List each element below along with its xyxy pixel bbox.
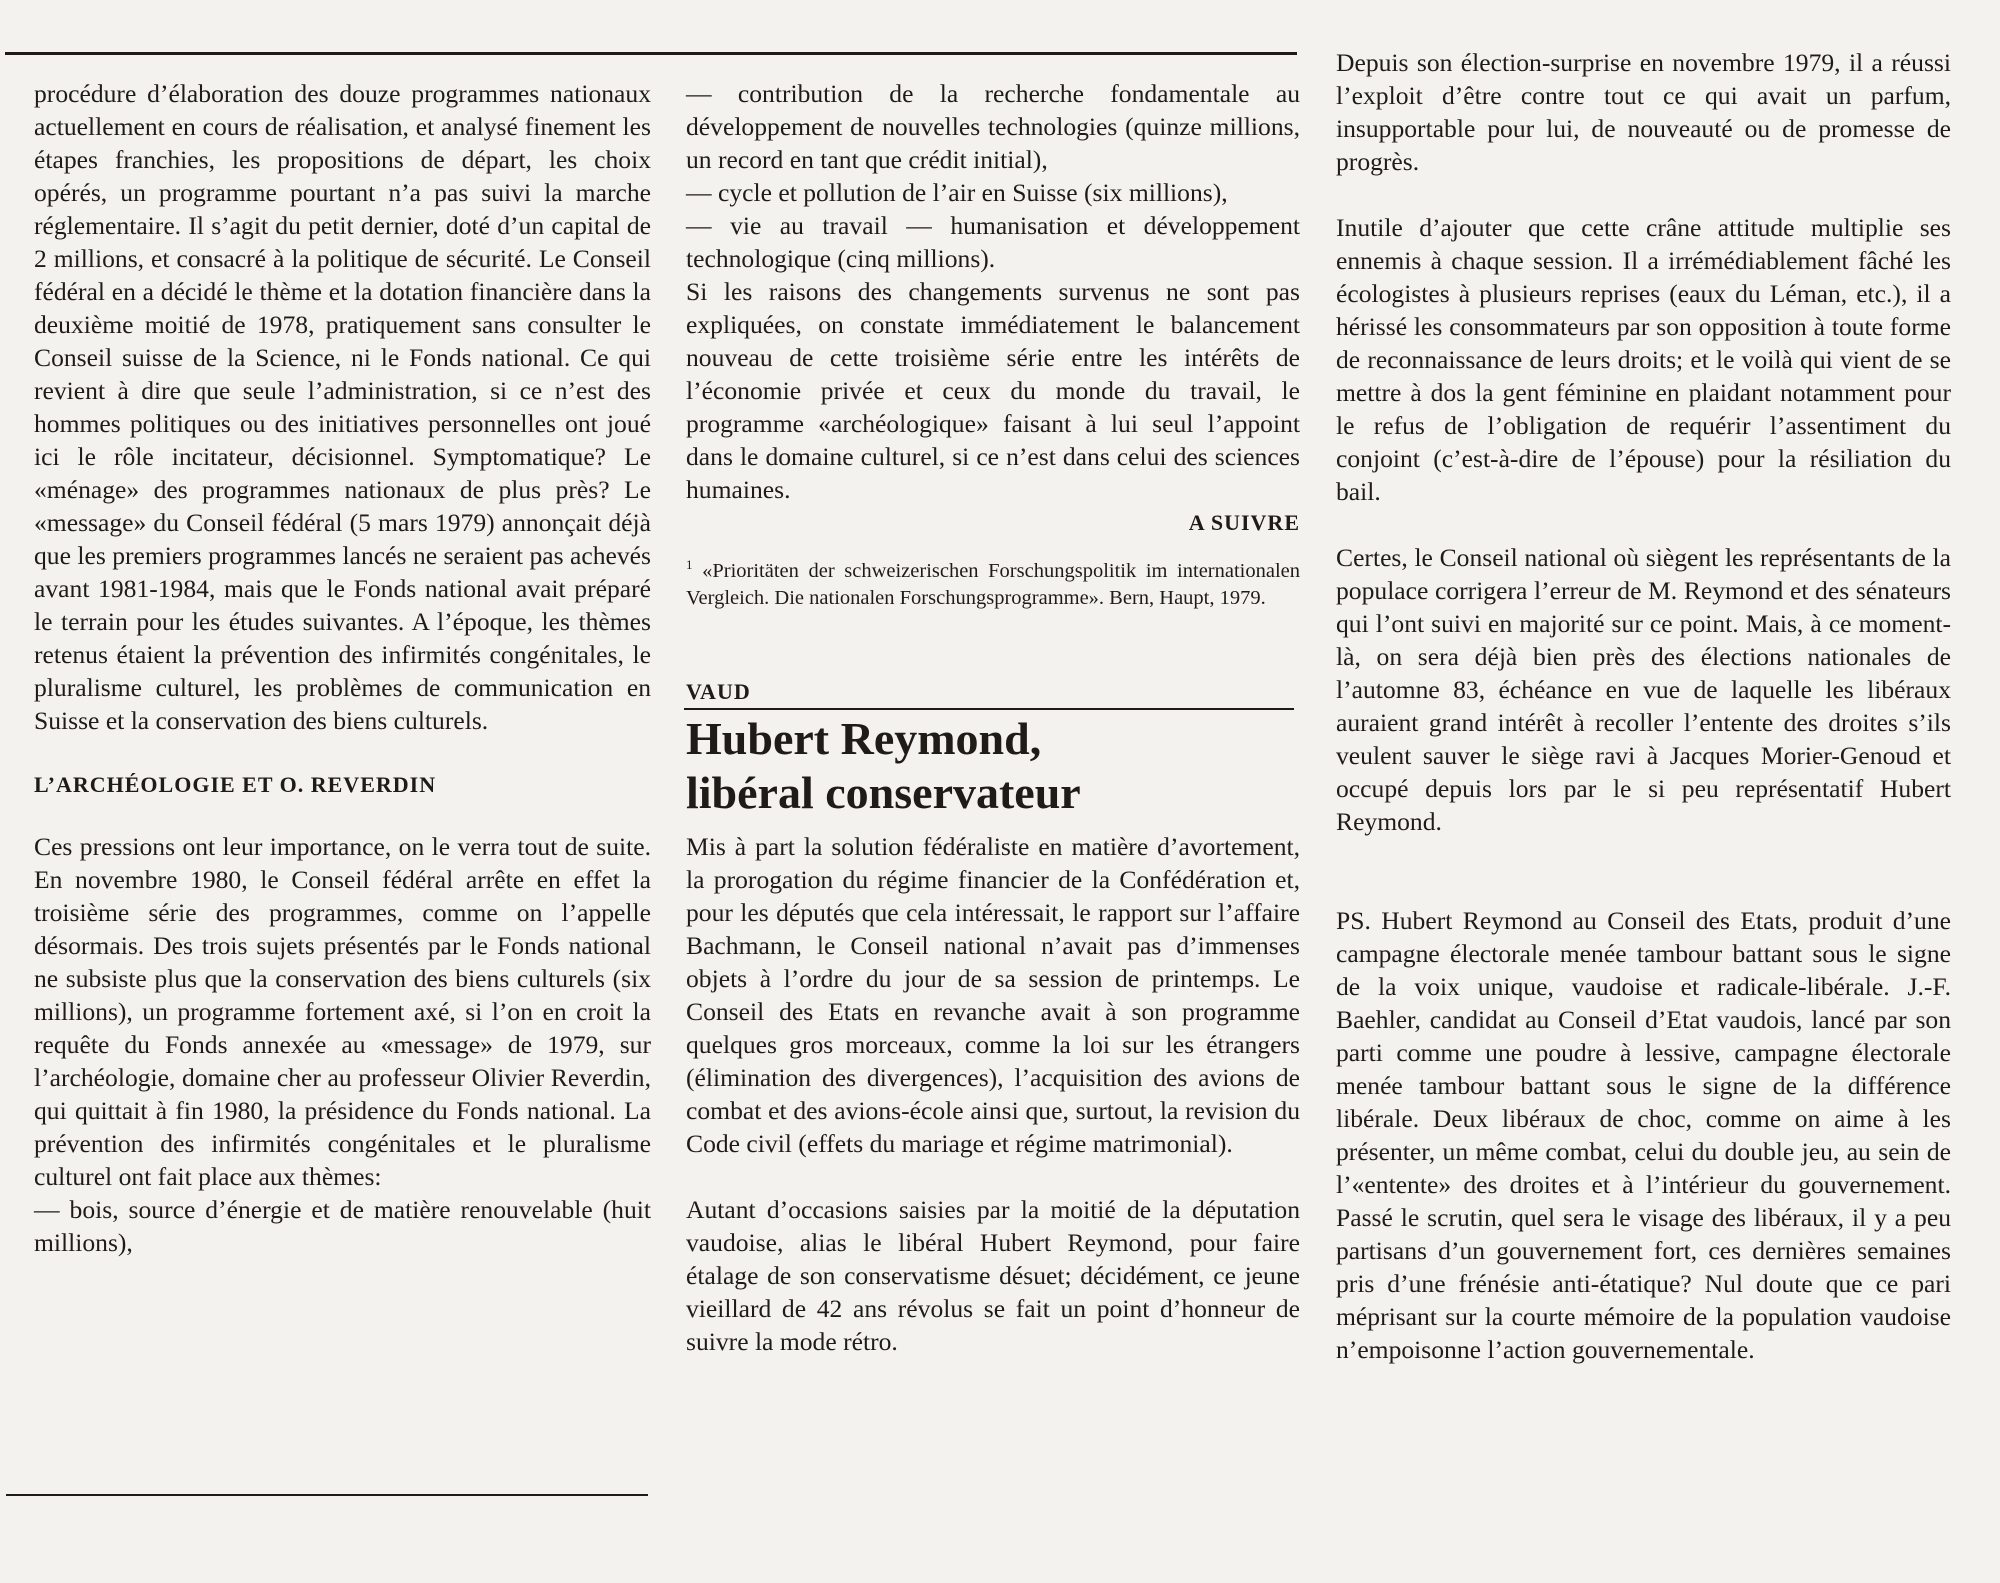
paragraph-mis-a-part: Mis à part la solution fédéraliste en matière d’avortement, la prorogation du régime financier de la Confédération et, pour les députés que cela intéressait, le rapport sur l’affaire Bachmann, le Conseil national n’avait pas d’immenses objets à l’ordre du jour de sa session de printemps. Le Conseil des Etats en revanche avait à son programme quelques gros morceaux, comme la loi sur les étrangers (élimination des divergences), l’acquisition des avions de combat et des avions-école ainsi que, surtout, la revision du Code civil (effets du mariage et régime matrimonial). [686,831,1300,1158]
headline-line-2: libéral conservateur [686,766,1081,818]
paragraph-pressions: Ces pressions ont leur importance, on le verra tout de suite. En novembre 1980, le Conseil fédéral arrête en effet la troisième série des programmes, comme on l’appelle désormais. Des trois sujets présentés par le Fonds national ne subsiste plus que la conservation des biens culturels (six millions), un programme fortement axé, si l’on en croit la requête du Fonds annexée au «message» de 1979, sur l’archéologie, domaine cher au professeur Olivier Reverdin, qui quittait à fin 1980, la présidence du Fonds national. La prévention des infirmités congénitales et le pluralisme culturel ont fait place aux thèmes: [34,832,651,1191]
list-item-cycle: — cycle et pollution de l’air en Suisse (six millions), [686,178,1228,207]
column-1 [34,77,651,1259]
paragraph-ps: PS. Hubert Reymond au Conseil des Etats, produit d’une campagne électorale menée tambour battant sous le signe de la voix unique, vaudoise et radicale-libérale. J.-F. Baehler, candidat au Conseil d’Etat vaudois, lancé par son parti comme une poudre à lessive, campagne électorale menée tambour battant sous le signe de la différence libérale. Deux libéraux de choc, comme on aime à les présenter, un même combat, celui du double jeu, au sein de l’«entente» des droites et à l’intérieur du gouvernement. Passé le scrutin, quel sera le visage des libéraux, il y a peu partisans d’un gouvernement fort, ces dernières semaines pris d’une frénésie anti-étatique? Nul doute que ce pari méprisant sur la courte mémoire de la population vaudoise n’empoisonne l’action gouvernementale. [1336,906,1951,1364]
section-subhead: L’ARCHÉOLOGIE ET O. REVERDIN [34,772,437,797]
paragraph-autant: Autant d’occasions saisies par la moitié de la députation vaudoise, alias le libéral Hubert Reymond, pour faire étalage de son conservatisme désuet; décidément, ce jeune vieillard de 42 ans révolus se fait un point d’honneur de suivre la mode rétro. [686,1194,1300,1356]
headline-line-1: Hubert Reymond, [686,712,1042,764]
footnote-text: «Prioritäten der schweizerischen Forschungspolitik im internationalen Vergleich. Die nationalen Forschungsprogramme». Bern, Haupt, 1979. [686,559,1300,609]
column-3 [1336,46,1951,1366]
column-2 [686,77,1300,1358]
list-item-contribution: — contribution de la recherche fondamentale au développement de nouvelles technologies (quinze millions, un record en tant que crédit initial), [686,79,1300,174]
list-item-travail: — vie au travail — humanisation et développement technologique (cinq millions). [686,211,1300,273]
intro-paragraph: procédure d’élaboration des douze programmes nationaux actuellement en cours de réalisation, et analysé finement les étapes franchies, les propositions de départ, les choix opérés, un programme pourtant n’a pas suivi la marche réglementaire. Il s’agit du petit dernier, doté d’un capital de 2 millions, et consacré à la politique de sécurité. Le Conseil fédéral en a décidé le thème et la dotation financière dans la deuxième moitié de 1978, pratiquement sans consulter le Conseil suisse de la Science, ni le Fonds national. Ce qui revient à dire que seule l’administration, si ce n’est des hommes politiques ou des initiatives personnelles ont joué ici le rôle incitateur, décisionnel. Symptomatique? Le «ménage» des programmes nationaux de plus près? Le «message» du Conseil fédéral (5 mars 1979) annonçait déjà que les premiers programmes lancés ne seraient pas achevés avant 1981-1984, mais que le Fonds national avait préparé le terrain pour les études suivantes. A l’époque, les thèmes retenus étaient la prévention des infirmités congénitales, le pluralisme culturel, les problèmes de communication en Suisse et la conservation des biens culturels. [34,79,651,735]
paragraph-raisons: Si les raisons des changements survenus ne sont pas expliquées, on constate immédiatement le balancement nouveau de cette troisième série entre les intérêts de l’économie privée et ceux du monde du travail, le programme «archéologique» faisant à lui seul l’appoint dans le domaine culturel, si ce n’est dans celui des sciences humaines. [686,277,1300,504]
paragraph-certes: Certes, le Conseil national où siègent les représentants de la populace corrigera l’erreur de M. Reymond et des sénateurs qui l’ont suivi en majorité sur ce point. Mais, à ce moment-là, on sera déjà bien près des élections nationales de l’automne 83, échéance en vue de laquelle les libéraux auraient grand intérêt à recoller l’entente des droites s’ils veulent sauver le siège ravi à Jacques Morier-Genoud et occupé depuis lors par le si peu représentatif Hubert Reymond. [1336,543,1951,836]
paragraph-depuis: Depuis son élection-surprise en novembre 1979, il a réussi l’exploit d’être contre tout ce qui avait un parfum, insupportable pour lui, de nouveauté ou de promesse de progrès. [1336,48,1951,176]
footnote [686,551,1300,612]
a-suivre: A SUIVRE [1188,510,1300,535]
top-rule [5,52,1297,55]
footnote-marker: 1 [686,557,693,572]
list-item-bois: — bois, source d’énergie et de matière renouvelable (huit millions), [34,1195,651,1257]
article-headline [686,712,1300,820]
section-kicker: VAUD [686,678,751,704]
bottom-rule [6,1494,648,1496]
paragraph-inutile: Inutile d’ajouter que cette crâne attitude multiplie ses ennemis à chaque session. Il a irrémédiablement fâché les écologistes à plusieurs reprises (eaux du Léman, etc.), il a hérissé les consommateurs par son opposition à toute forme de reconnaissance de leurs droits; et le voilà qui vient de se mettre à dos la gent féminine en plaidant notamment pour le refus de l’obligation de requérir l’assentiment du conjoint (c’est-à-dire de l’épouse) pour la résiliation du bail. [1336,213,1951,506]
